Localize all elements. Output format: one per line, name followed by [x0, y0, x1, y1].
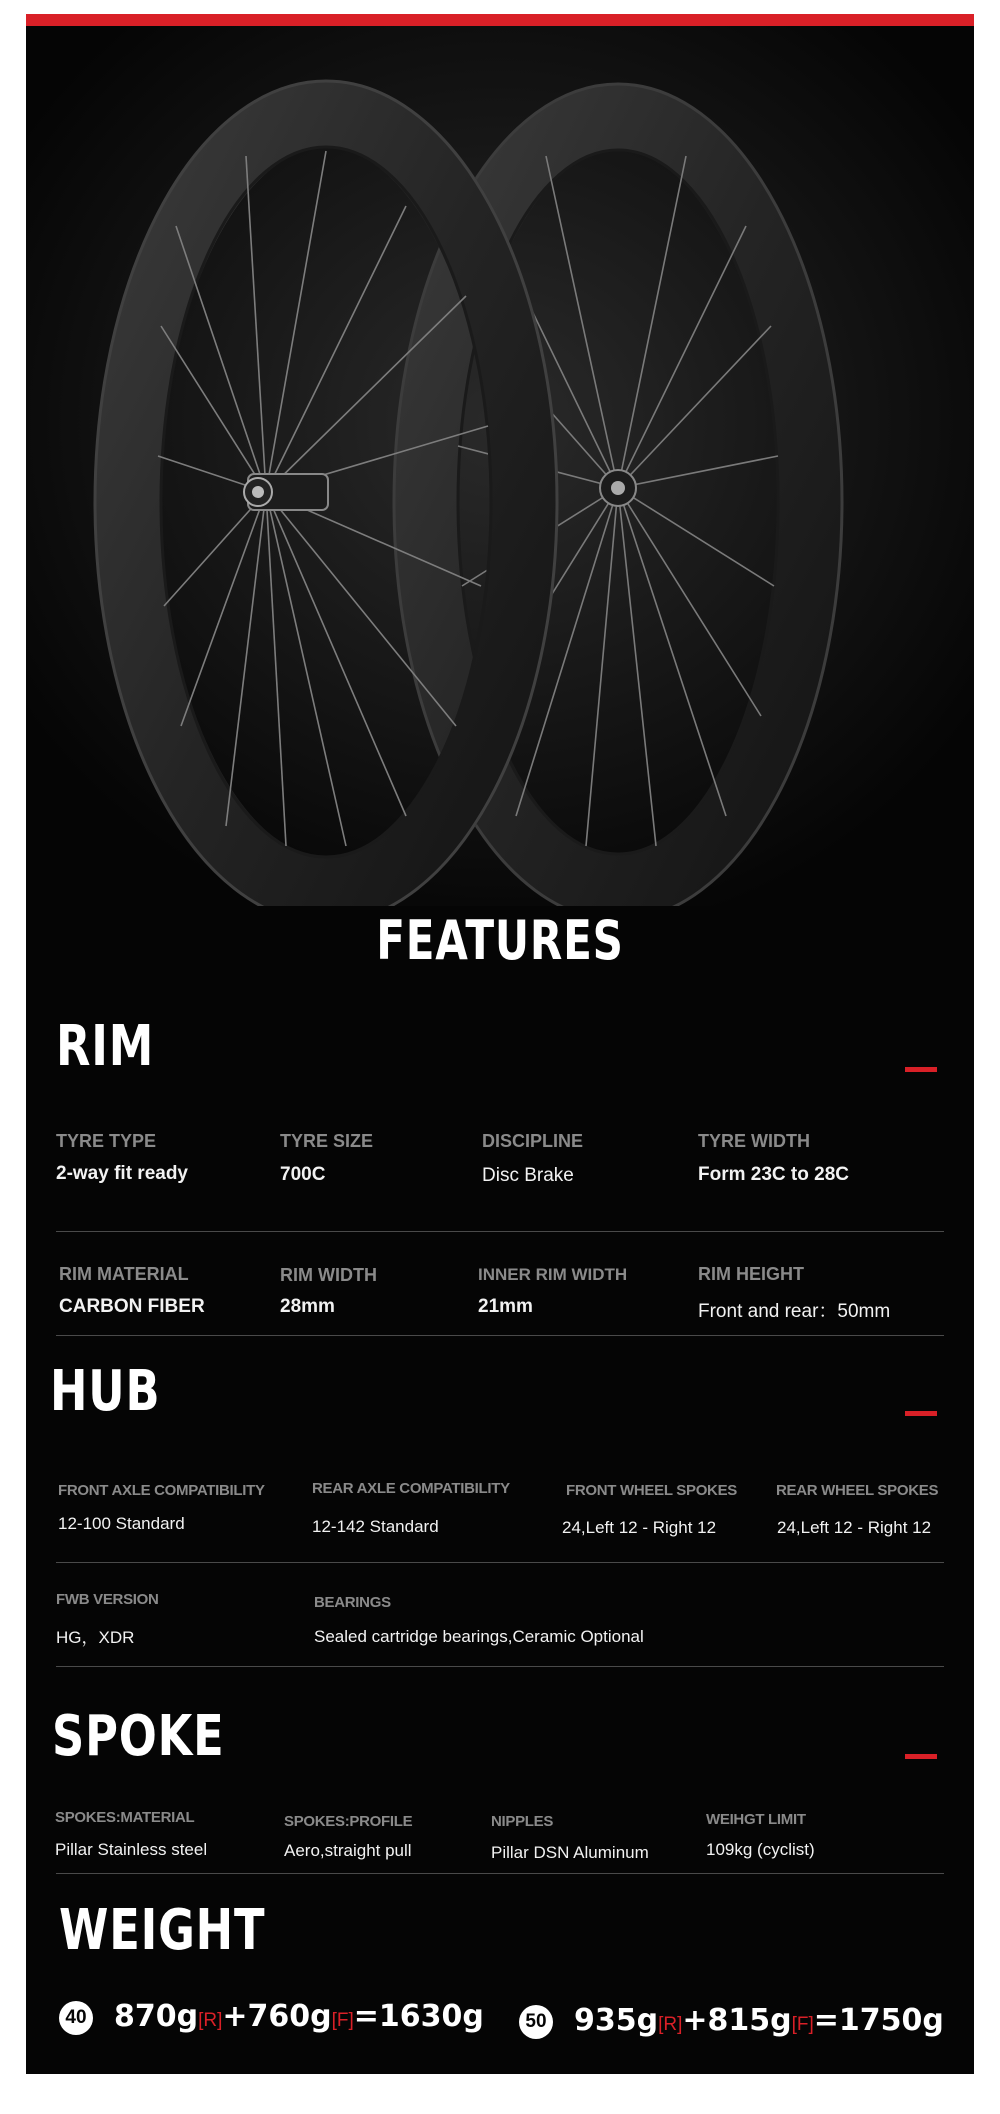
total-weight: =1630g: [353, 1999, 484, 2034]
accent-bar: [26, 14, 974, 26]
rim-spec-label: RIM MATERIAL: [59, 1264, 189, 1284]
rear-weight: 870g: [114, 1999, 199, 2034]
spoke-spec-value: Pillar DSN Aluminum: [491, 1843, 649, 1862]
spoke-spec-label: WEIHGT LIMIT: [706, 1811, 806, 1828]
hub-spec-value: HG，XDR: [56, 1628, 135, 1647]
rim-spec-value: 21mm: [478, 1296, 533, 1317]
hub-spec-label: REAR WHEEL SPOKES: [776, 1482, 939, 1499]
front-tag: [F]: [331, 2010, 354, 2031]
divider: [56, 1666, 944, 1667]
rim-spec-value: 2-way fit ready: [56, 1163, 188, 1184]
rim-dash: [905, 1067, 937, 1072]
rim-spec-label: RIM WIDTH: [280, 1265, 377, 1285]
hub-spec-label: BEARINGS: [314, 1594, 391, 1611]
product-panel: [26, 14, 974, 2074]
rim-spec-value: 28mm: [280, 1296, 335, 1317]
front-tag: [F]: [791, 2014, 814, 2035]
divider: [56, 1873, 944, 1874]
rim-spec-label: INNER RIM WIDTH: [478, 1265, 628, 1284]
weight-option-50: [574, 2003, 944, 2038]
hub-spec-value: Sealed cartridge bearings,Ceramic Optional: [314, 1627, 644, 1646]
rear-tag: [R]: [198, 2010, 223, 2031]
rim-spec-value: CARBON FIBER: [59, 1296, 205, 1317]
hub-spec-value: 12-100 Standard: [58, 1514, 185, 1533]
hub-spec-label: FRONT WHEEL SPOKES: [566, 1482, 738, 1499]
rim-spec-label: TYRE SIZE: [280, 1131, 374, 1151]
depth-badge-50: 50: [519, 2005, 553, 2039]
hub-spec-value: 24,Left 12 - Right 12: [777, 1518, 932, 1537]
total-weight: =1750g: [813, 2003, 944, 2038]
rear-weight: 935g: [574, 2003, 659, 2038]
rim-spec-label: TYRE TYPE: [56, 1131, 157, 1151]
divider: [56, 1562, 944, 1563]
depth-badge-40: 40: [59, 2001, 93, 2035]
rim-spec-label: DISCIPLINE: [482, 1131, 584, 1151]
rim-spec-label: TYRE WIDTH: [698, 1131, 810, 1151]
rim-spec-value: Form 23C to 28C: [698, 1164, 849, 1185]
spoke-spec-label: SPOKES:MATERIAL: [55, 1809, 195, 1826]
wheelset-icon: [26, 26, 974, 906]
spoke-dash: [905, 1754, 937, 1759]
rim-spec-value: Disc Brake: [482, 1165, 574, 1186]
hub-spec-value: 12-142 Standard: [312, 1517, 439, 1536]
hub-spec-label: FWB VERSION: [56, 1591, 159, 1608]
features-title: FEATURES: [376, 909, 624, 972]
front-weight: +760g: [222, 1999, 332, 2034]
hub-spec-label: FRONT AXLE COMPATIBILITY: [58, 1482, 265, 1499]
spoke-spec-value: 109kg (cyclist): [706, 1840, 815, 1859]
hub-dash: [905, 1411, 937, 1416]
spoke-title: SPOKE: [52, 1704, 225, 1769]
spoke-spec-label: SPOKES:PROFILE: [284, 1813, 413, 1830]
front-weight: +815g: [682, 2003, 792, 2038]
rear-tag: [R]: [658, 2014, 683, 2035]
rim-spec-label: RIM HEIGHT: [698, 1264, 804, 1284]
spoke-spec-label: NIPPLES: [491, 1813, 554, 1830]
weight-title: WEIGHT: [59, 1898, 266, 1963]
rim-spec-value: Front and rear：50mm: [698, 1301, 891, 1322]
hub-spec-value: 24,Left 12 - Right 12: [562, 1518, 717, 1537]
rim-title: RIM: [56, 1014, 155, 1079]
hub-title: HUB: [50, 1359, 161, 1424]
hub-spec-label: REAR AXLE COMPATIBILITY: [312, 1480, 510, 1497]
spoke-spec-value: Pillar Stainless steel: [55, 1840, 208, 1859]
spoke-spec-value: Aero,straight pull: [284, 1841, 412, 1860]
rim-spec-value: 700C: [280, 1164, 326, 1185]
weight-option-40: [114, 1999, 484, 2034]
divider: [56, 1335, 944, 1336]
divider: [56, 1231, 944, 1232]
